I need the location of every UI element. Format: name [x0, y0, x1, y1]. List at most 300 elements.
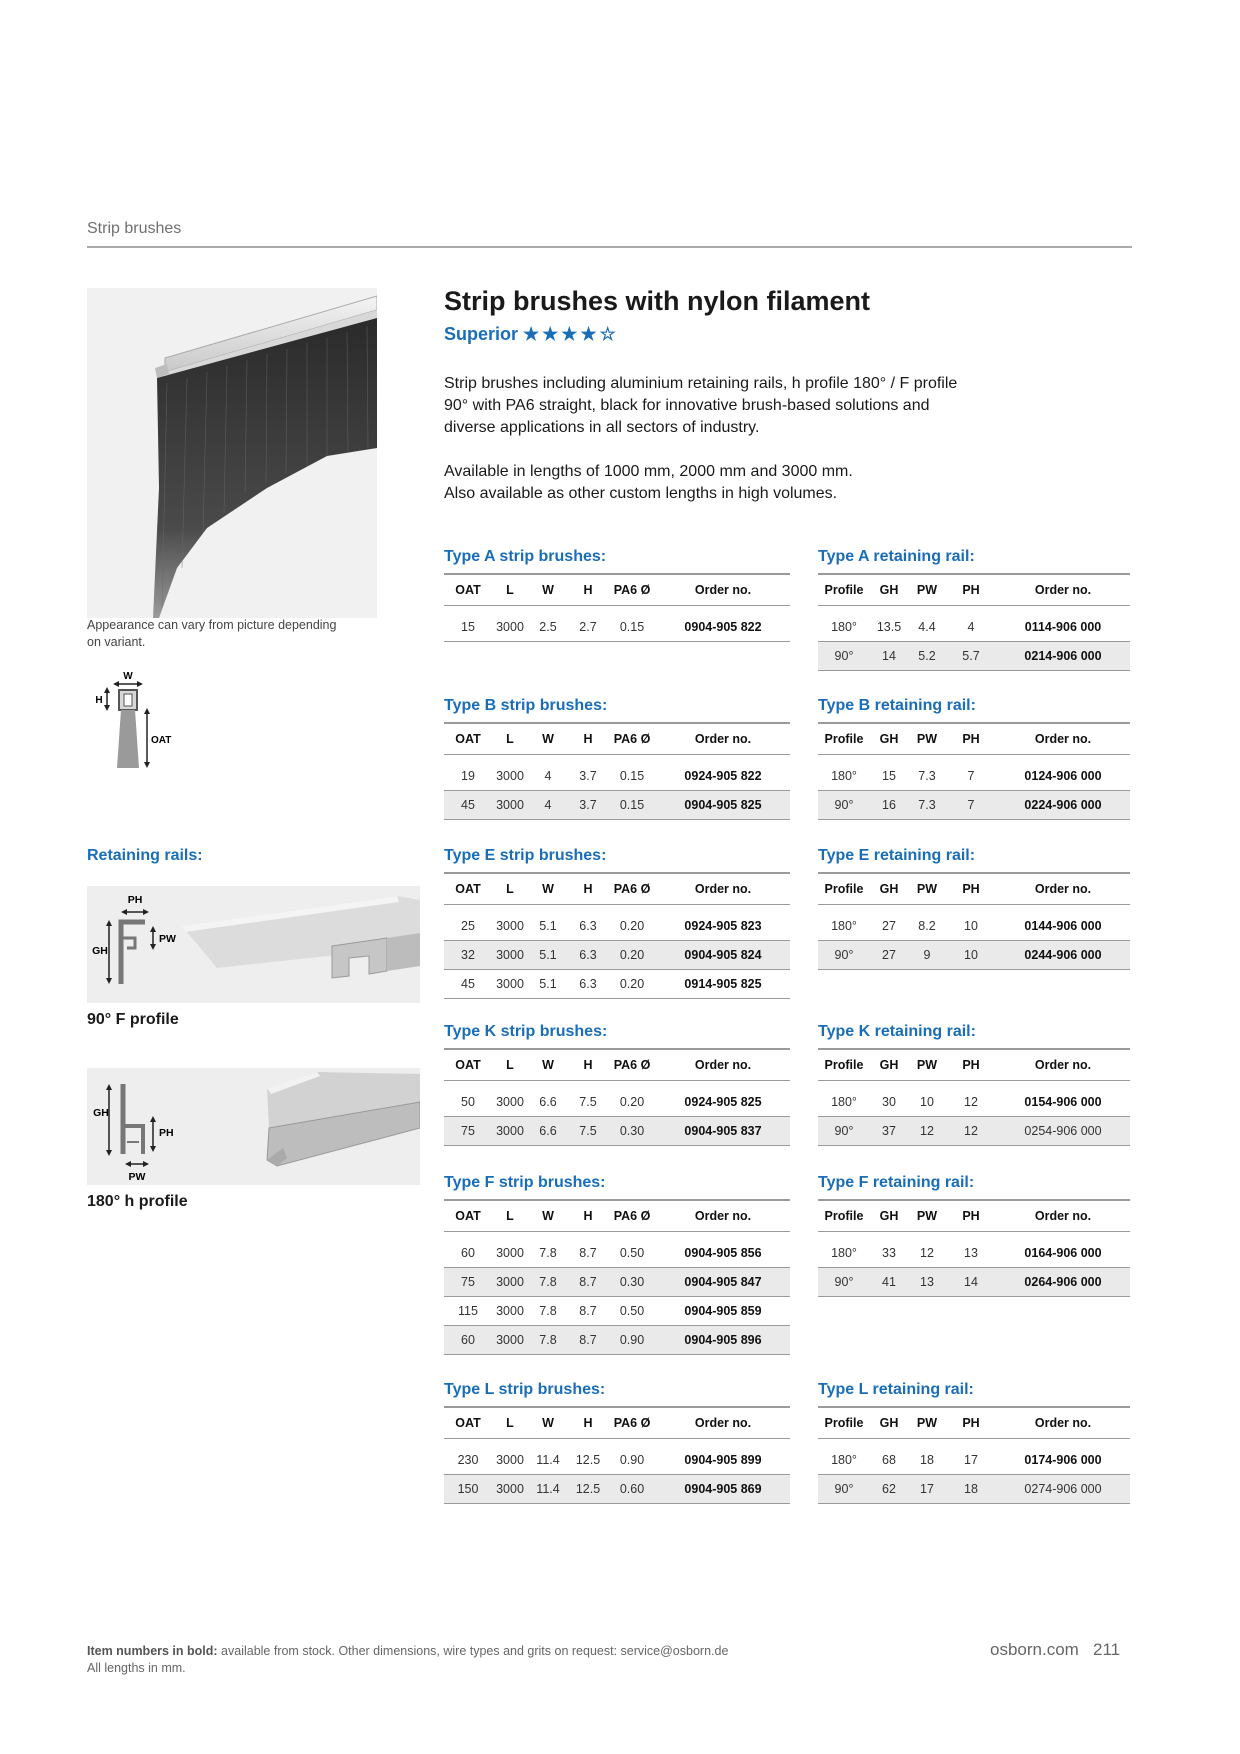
order-number-cell: 0274-906 000: [996, 1475, 1130, 1504]
column-header: L: [492, 574, 528, 606]
table-cell: 14: [870, 642, 908, 671]
rail-spec-table: [818, 1048, 1130, 1146]
table-cell: 0.50: [608, 1239, 656, 1268]
column-header: Order no.: [656, 723, 790, 755]
table-cell: 0.15: [608, 762, 656, 791]
order-number-cell: 0114-906 000: [996, 613, 1130, 642]
table-cell: 90°: [818, 1268, 870, 1297]
table-cell: 75: [444, 1117, 492, 1146]
brush-table-title: Type E strip brushes:: [444, 847, 607, 864]
brush-spec-table: [444, 573, 790, 642]
rail-table-title: Type F retaining rail:: [818, 1174, 975, 1191]
column-header: Order no.: [996, 873, 1130, 905]
table-cell: 3000: [492, 941, 528, 970]
dim-w-label: W: [123, 671, 133, 682]
table-cell: 3000: [492, 791, 528, 820]
grade-label: Superior: [444, 324, 519, 344]
table-cell: 180°: [818, 613, 870, 642]
column-header: W: [528, 1049, 568, 1081]
column-header: Order no.: [996, 1200, 1130, 1232]
table-cell: 5.7: [946, 642, 996, 671]
table-cell: 12: [946, 1088, 996, 1117]
table-cell: 3000: [492, 1475, 528, 1504]
dim-oat-label: OAT: [151, 735, 172, 746]
column-header: Order no.: [656, 1049, 790, 1081]
table-cell: 3000: [492, 1297, 528, 1326]
availability-custom: Also available as other custom lengths in high volumes.: [444, 485, 838, 502]
column-header: GH: [870, 723, 908, 755]
rail-table-block: [818, 1381, 1130, 1504]
table-cell: 180°: [818, 1239, 870, 1268]
column-header: Profile: [818, 1407, 870, 1439]
table-cell: 62: [870, 1475, 908, 1504]
table-cell: 90°: [818, 791, 870, 820]
table-cell: 7: [946, 791, 996, 820]
table-row: [444, 613, 790, 642]
column-header: PW: [908, 1200, 946, 1232]
product-photo: [87, 288, 377, 618]
table-cell: 15: [870, 762, 908, 791]
page-number: 211: [1093, 1640, 1121, 1659]
column-header: PW: [908, 574, 946, 606]
table-row: [818, 1446, 1130, 1475]
column-header: L: [492, 1200, 528, 1232]
table-row: [444, 1268, 790, 1297]
rail-table-title: Type E retaining rail:: [818, 847, 976, 864]
column-header: OAT: [444, 873, 492, 905]
table-cell: 7.8: [528, 1239, 568, 1268]
footer-note-units: All lengths in mm.: [87, 1661, 186, 1675]
table-cell: 3000: [492, 1268, 528, 1297]
brush-table-block: [444, 1023, 790, 1146]
table-cell: 9: [908, 941, 946, 970]
table-row: [444, 762, 790, 791]
table-cell: 5.1: [528, 941, 568, 970]
table-cell: 27: [870, 941, 908, 970]
rail-table-title: Type L retaining rail:: [818, 1381, 974, 1398]
brush-table-block: [444, 1174, 790, 1355]
rail-spec-table: [818, 722, 1130, 820]
table-cell: 3000: [492, 1326, 528, 1355]
column-header: Profile: [818, 873, 870, 905]
brush-table-title: Type K strip brushes:: [444, 1023, 608, 1040]
table-cell: 5.1: [528, 970, 568, 999]
f-profile-label: 90° F profile: [87, 1011, 179, 1028]
table-cell: 41: [870, 1268, 908, 1297]
column-header: PH: [946, 1407, 996, 1439]
column-header: GH: [870, 574, 908, 606]
table-cell: 6.3: [568, 970, 608, 999]
order-number-cell: 0904-905 822: [656, 613, 790, 642]
table-row: [444, 970, 790, 999]
table-cell: 5.1: [528, 912, 568, 941]
table-cell: 6.3: [568, 912, 608, 941]
table-row: [818, 1475, 1130, 1504]
quality-rating: [444, 324, 616, 345]
column-header: OAT: [444, 574, 492, 606]
availability-paragraph: [444, 461, 964, 505]
column-header: PA6 Ø: [608, 1200, 656, 1232]
table-row: [444, 1297, 790, 1326]
description-paragraph: Strip brushes including aluminium retaining rails, h profile 180° / F profile 90° with PA6 straight, black for innovative brush-based solutions and diverse applications in all sectors of industry.: [444, 375, 958, 436]
table-cell: 50: [444, 1088, 492, 1117]
rail-table-title: Type A retaining rail:: [818, 548, 975, 565]
table-cell: 4: [946, 613, 996, 642]
table-cell: 19: [444, 762, 492, 791]
table-cell: 0.20: [608, 941, 656, 970]
order-number-cell: 0914-905 825: [656, 970, 790, 999]
column-header: Order no.: [656, 873, 790, 905]
column-header: H: [568, 873, 608, 905]
brush-spec-table: [444, 722, 790, 820]
availability-lengths: Available in lengths of 1000 mm, 2000 mm and 3000 mm.: [444, 463, 853, 480]
footer-note-text: available from stock. Other dimensions, wire types and grits on request: service@osborn.de: [217, 1644, 729, 1658]
table-cell: 17: [946, 1446, 996, 1475]
column-header: Order no.: [996, 1407, 1130, 1439]
table-cell: 4: [528, 791, 568, 820]
section-label: Strip brushes: [87, 220, 182, 237]
table-cell: 0.50: [608, 1297, 656, 1326]
table-row: [444, 1117, 790, 1146]
star-icon: ★: [542, 324, 559, 344]
column-header: Order no.: [996, 574, 1130, 606]
table-cell: 150: [444, 1475, 492, 1504]
footer-note-bold: Item numbers in bold:: [87, 1644, 218, 1658]
table-cell: 33: [870, 1239, 908, 1268]
f-ph-label: PH: [127, 894, 143, 906]
column-header: L: [492, 723, 528, 755]
order-number-cell: 0154-906 000: [996, 1088, 1130, 1117]
order-number-cell: 0164-906 000: [996, 1239, 1130, 1268]
column-header: W: [528, 1200, 568, 1232]
table-cell: 0.60: [608, 1475, 656, 1504]
order-number-cell: 0904-905 837: [656, 1117, 790, 1146]
column-header: PH: [946, 1049, 996, 1081]
order-number-cell: 0904-905 847: [656, 1268, 790, 1297]
order-number-cell: 0214-906 000: [996, 642, 1130, 671]
table-row: [818, 613, 1130, 642]
h-profile-image: [87, 1068, 420, 1185]
table-cell: 0.20: [608, 1088, 656, 1117]
table-cell: 7.8: [528, 1268, 568, 1297]
table-row: [818, 1088, 1130, 1117]
column-header: Order no.: [656, 1200, 790, 1232]
footer-note: [87, 1643, 728, 1677]
table-row: [818, 762, 1130, 791]
column-header: PA6 Ø: [608, 1049, 656, 1081]
column-header: PW: [908, 1049, 946, 1081]
brush-spec-table: [444, 1048, 790, 1146]
column-header: Profile: [818, 574, 870, 606]
brush-table-block: [444, 847, 790, 999]
brush-table-title: Type L strip brushes:: [444, 1381, 606, 1398]
column-header: OAT: [444, 1200, 492, 1232]
table-cell: 7.3: [908, 762, 946, 791]
column-header: GH: [870, 1407, 908, 1439]
table-cell: 11.4: [528, 1446, 568, 1475]
table-row: [818, 642, 1130, 671]
table-row: [444, 1088, 790, 1117]
brush-table-block: [444, 548, 790, 642]
table-cell: 3000: [492, 613, 528, 642]
table-row: [818, 1117, 1130, 1146]
image-caption: Appearance can vary from picture depending on variant.: [87, 618, 337, 649]
brush-spec-table: [444, 1199, 790, 1355]
table-cell: 30: [870, 1088, 908, 1117]
order-number-cell: 0174-906 000: [996, 1446, 1130, 1475]
table-cell: 90°: [818, 642, 870, 671]
table-cell: 7.3: [908, 791, 946, 820]
table-cell: 14: [946, 1268, 996, 1297]
table-row: [818, 912, 1130, 941]
rail-table-block: [818, 1023, 1130, 1146]
brush-table-block: [444, 697, 790, 820]
order-number-cell: 0924-905 823: [656, 912, 790, 941]
column-header: PA6 Ø: [608, 1407, 656, 1439]
table-row: [818, 1268, 1130, 1297]
column-header: L: [492, 1049, 528, 1081]
rail-table-title: Type K retaining rail:: [818, 1023, 976, 1040]
brush-table-title: Type A strip brushes:: [444, 548, 607, 565]
column-header: PW: [908, 873, 946, 905]
table-row: [444, 1475, 790, 1504]
footer-website: osborn.com: [990, 1640, 1079, 1659]
table-cell: 32: [444, 941, 492, 970]
table-row: [444, 912, 790, 941]
table-row: [444, 1446, 790, 1475]
column-header: Order no.: [996, 723, 1130, 755]
product-description: [444, 373, 964, 527]
rail-table-title: Type B retaining rail:: [818, 697, 976, 714]
table-cell: 3000: [492, 1446, 528, 1475]
order-number-cell: 0224-906 000: [996, 791, 1130, 820]
table-cell: 6.3: [568, 941, 608, 970]
table-cell: 75: [444, 1268, 492, 1297]
brush-table-block: [444, 1381, 790, 1504]
order-number-cell: 0904-905 825: [656, 791, 790, 820]
column-header: L: [492, 1407, 528, 1439]
column-header: OAT: [444, 1407, 492, 1439]
table-cell: 3000: [492, 762, 528, 791]
table-cell: 27: [870, 912, 908, 941]
table-row: [444, 941, 790, 970]
table-cell: 180°: [818, 912, 870, 941]
brush-dimension-diagram: [87, 668, 207, 768]
table-cell: 45: [444, 970, 492, 999]
star-icon: ★: [523, 324, 540, 344]
star-icon: ★: [561, 324, 578, 344]
table-cell: 3000: [492, 912, 528, 941]
order-number-cell: 0904-905 856: [656, 1239, 790, 1268]
column-header: H: [568, 1049, 608, 1081]
table-cell: 6.6: [528, 1088, 568, 1117]
order-number-cell: 0904-905 899: [656, 1446, 790, 1475]
f-profile-image: [87, 886, 420, 1003]
column-header: Profile: [818, 1200, 870, 1232]
column-header: PA6 Ø: [608, 723, 656, 755]
table-cell: 15: [444, 613, 492, 642]
table-cell: 7.5: [568, 1088, 608, 1117]
table-cell: 0.15: [608, 791, 656, 820]
column-header: H: [568, 1407, 608, 1439]
table-cell: 8.7: [568, 1239, 608, 1268]
star-icon: ★: [580, 324, 597, 344]
retaining-rails-heading: Retaining rails:: [87, 847, 203, 864]
rail-spec-table: [818, 872, 1130, 970]
table-cell: 60: [444, 1239, 492, 1268]
table-cell: 12: [908, 1117, 946, 1146]
table-cell: 180°: [818, 1446, 870, 1475]
h-ph-label: PH: [159, 1127, 174, 1139]
order-number-cell: 0904-905 859: [656, 1297, 790, 1326]
table-cell: 37: [870, 1117, 908, 1146]
table-cell: 3000: [492, 1088, 528, 1117]
table-cell: 13: [946, 1239, 996, 1268]
table-cell: 3000: [492, 1239, 528, 1268]
column-header: PH: [946, 873, 996, 905]
table-cell: 17: [908, 1475, 946, 1504]
table-cell: 0.20: [608, 970, 656, 999]
table-cell: 0.20: [608, 912, 656, 941]
table-cell: 12: [946, 1117, 996, 1146]
column-header: PA6 Ø: [608, 873, 656, 905]
table-cell: 0.15: [608, 613, 656, 642]
order-number-cell: 0924-905 822: [656, 762, 790, 791]
table-cell: 18: [946, 1475, 996, 1504]
table-cell: 2.5: [528, 613, 568, 642]
column-header: Order no.: [656, 1407, 790, 1439]
table-cell: 115: [444, 1297, 492, 1326]
table-cell: 2.7: [568, 613, 608, 642]
table-cell: 16: [870, 791, 908, 820]
rail-table-block: [818, 847, 1130, 970]
table-cell: 5.2: [908, 642, 946, 671]
table-row: [444, 1239, 790, 1268]
table-cell: 3000: [492, 1117, 528, 1146]
order-number-cell: 0244-906 000: [996, 941, 1130, 970]
column-header: Order no.: [656, 574, 790, 606]
table-cell: 8.7: [568, 1297, 608, 1326]
brush-spec-table: [444, 872, 790, 999]
table-cell: 90°: [818, 941, 870, 970]
table-cell: 12.5: [568, 1446, 608, 1475]
f-gh-label: GH: [92, 945, 108, 957]
table-cell: 7.8: [528, 1297, 568, 1326]
column-header: OAT: [444, 723, 492, 755]
product-title: Strip brushes with nylon filament: [444, 286, 871, 316]
order-number-cell: 0904-905 869: [656, 1475, 790, 1504]
table-cell: 0.30: [608, 1117, 656, 1146]
table-cell: 7: [946, 762, 996, 791]
table-row: [818, 941, 1130, 970]
column-header: L: [492, 873, 528, 905]
column-header: Profile: [818, 723, 870, 755]
table-row: [818, 1239, 1130, 1268]
table-cell: 8.7: [568, 1268, 608, 1297]
column-header: PH: [946, 1200, 996, 1232]
table-cell: 12: [908, 1239, 946, 1268]
column-header: GH: [870, 1200, 908, 1232]
table-cell: 0.90: [608, 1446, 656, 1475]
table-cell: 180°: [818, 1088, 870, 1117]
table-cell: 230: [444, 1446, 492, 1475]
table-cell: 25: [444, 912, 492, 941]
h-profile-label: 180° h profile: [87, 1193, 188, 1210]
table-cell: 18: [908, 1446, 946, 1475]
footer-site: [990, 1640, 1120, 1660]
rail-table-block: [818, 1174, 1130, 1297]
table-cell: 11.4: [528, 1475, 568, 1504]
column-header: PW: [908, 723, 946, 755]
order-number-cell: 0924-905 825: [656, 1088, 790, 1117]
rail-spec-table: [818, 573, 1130, 671]
column-header: PH: [946, 574, 996, 606]
table-cell: 0.30: [608, 1268, 656, 1297]
order-number-cell: 0264-906 000: [996, 1268, 1130, 1297]
table-cell: 90°: [818, 1117, 870, 1146]
table-cell: 13: [908, 1268, 946, 1297]
table-cell: 8.2: [908, 912, 946, 941]
column-header: H: [568, 723, 608, 755]
table-cell: 3000: [492, 970, 528, 999]
column-header: PH: [946, 723, 996, 755]
column-header: W: [528, 574, 568, 606]
column-header: W: [528, 723, 568, 755]
table-cell: 4: [528, 762, 568, 791]
table-cell: 90°: [818, 1475, 870, 1504]
table-cell: 10: [946, 912, 996, 941]
header-divider: [87, 246, 1132, 248]
column-header: W: [528, 873, 568, 905]
brush-spec-table: [444, 1406, 790, 1504]
table-cell: 0.90: [608, 1326, 656, 1355]
table-cell: 4.4: [908, 613, 946, 642]
dim-h-label: H: [95, 695, 103, 706]
table-row: [444, 791, 790, 820]
brush-table-title: Type B strip brushes:: [444, 697, 608, 714]
table-cell: 3.7: [568, 791, 608, 820]
rail-table-block: [818, 697, 1130, 820]
order-number-cell: 0124-906 000: [996, 762, 1130, 791]
table-cell: 10: [946, 941, 996, 970]
column-header: PW: [908, 1407, 946, 1439]
column-header: GH: [870, 873, 908, 905]
table-cell: 10: [908, 1088, 946, 1117]
rail-table-block: [818, 548, 1130, 671]
column-header: H: [568, 1200, 608, 1232]
table-cell: 68: [870, 1446, 908, 1475]
table-cell: 6.6: [528, 1117, 568, 1146]
column-header: Order no.: [996, 1049, 1130, 1081]
order-number-cell: 0254-906 000: [996, 1117, 1130, 1146]
order-number-cell: 0904-905 824: [656, 941, 790, 970]
star-outline-icon: ☆: [599, 324, 616, 344]
h-gh-label: GH: [93, 1107, 109, 1119]
column-header: PA6 Ø: [608, 574, 656, 606]
h-pw-label: PW: [128, 1171, 146, 1183]
column-header: W: [528, 1407, 568, 1439]
table-cell: 13.5: [870, 613, 908, 642]
table-cell: 180°: [818, 762, 870, 791]
table-row: [444, 1326, 790, 1355]
order-number-cell: 0144-906 000: [996, 912, 1130, 941]
table-cell: 12.5: [568, 1475, 608, 1504]
rail-spec-table: [818, 1406, 1130, 1504]
f-pw-label: PW: [159, 933, 176, 945]
table-cell: 8.7: [568, 1326, 608, 1355]
table-row: [818, 791, 1130, 820]
column-header: OAT: [444, 1049, 492, 1081]
